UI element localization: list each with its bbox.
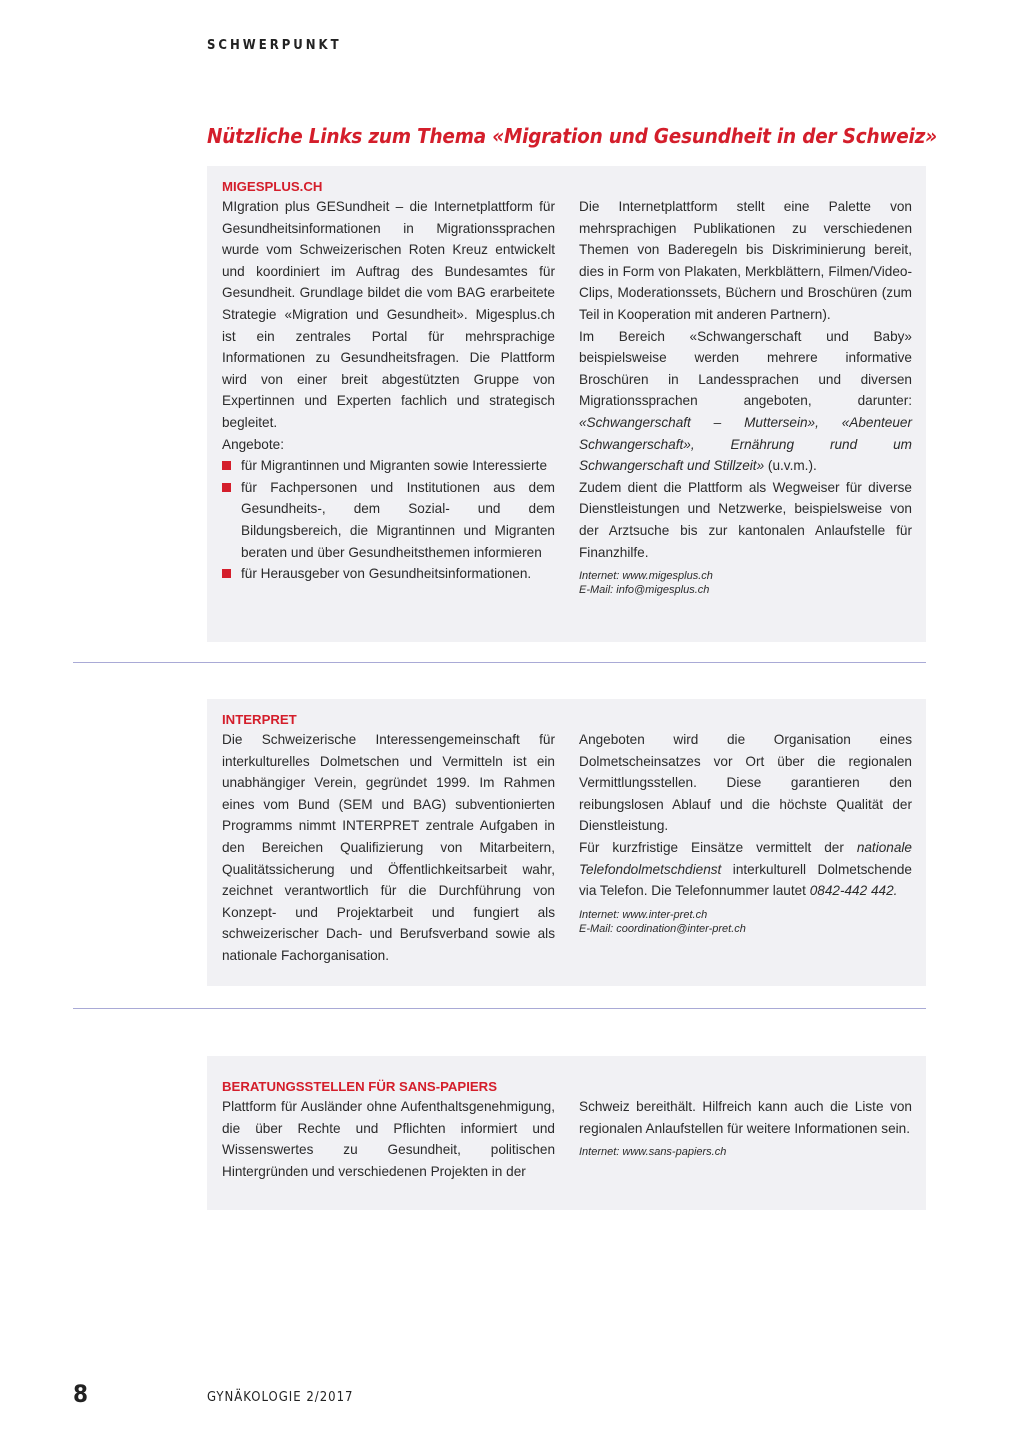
internet-link[interactable]: Internet: www.migesplus.ch [579, 570, 713, 583]
info-box-migesplus [207, 166, 926, 642]
list-item-text: für Migrantinnen und Migranten sowie Interessierte [241, 458, 548, 474]
text-run: Für kurzfristige Einsätze vermittelt der [579, 839, 857, 855]
paragraph: Angeboten wird die Organisation eines Dolmetscheinsatzes vor Ort über die regionalen Vermittlungsstellen. Diese garantieren den reibungslosen Ablauf und die höchste Qualität der Dienstleistung. [579, 732, 912, 834]
contact-block [579, 908, 912, 936]
left-column [222, 729, 555, 967]
journal-issue: GYNÄKOLOGIE 2/2017 [207, 1390, 354, 1405]
contact-block [579, 1145, 912, 1159]
internet-link[interactable]: Internet: www.sans-papiers.ch [579, 1146, 727, 1159]
bullet-square-icon [222, 483, 231, 492]
left-column [222, 1096, 555, 1182]
divider [73, 1008, 926, 1009]
bullet-square-icon [222, 569, 231, 578]
page-number: 8 [73, 1380, 89, 1408]
offers-list [222, 455, 555, 585]
internet-link[interactable]: Internet: www.inter-pret.ch [579, 908, 708, 921]
info-box-sans-papiers [207, 1056, 926, 1210]
paragraph: Zudem dient die Plattform als Wegweiser für diverse Dienstleistungen und Netzwerke, beispielsweise von der Arztsuche bis zur kantonalen Anlaufstelle für Finanzhilfe. [579, 479, 912, 560]
box-title: MIGESPLUS.CH [222, 179, 323, 194]
contact-block [579, 569, 912, 597]
box-title: BERATUNGSSTELLEN FÜR SANS-PAPIERS [222, 1079, 497, 1094]
paragraph: Schweiz bereithält. Hilfreich kann auch die Liste von regionalen Anlaufstellen für weitere Informationen sein. [579, 1099, 912, 1136]
text-run: (u.v.m.). [764, 458, 817, 474]
list-item [222, 477, 555, 563]
paragraph: Die Schweizerische Interessengemeinschaft für interkulturelles Dolmetschen und Vermitteln ist ein unabhängiger Verein, gegründet 1999. Im Rahmen eines vom Bund (SEM und BAG) subventionierten Programms nimmt INTERPRET zentrale Aufgaben in den Bereichen Qualifizierung von Mitarbeitern, Qualitätssicherung und Öffentlichkeitsarbeit wahr, zeichnet verantwortlich für die Durchführung von Konzept- und Projektarbeit und fungiert als schweizerischer Dach- und Berufsverband sowie als nationale Fachorganisation. [222, 732, 555, 963]
right-column [579, 729, 912, 936]
list-item [222, 455, 555, 477]
paragraph: Die Internetplattform stellt eine Palette von mehrsprachigen Publikationen zu verschiedenen Themen von Baderegeln bis Diskriminierung bereit, dies in Form von Plakaten, Merkblättern, Filmen/Video-Clips, Moderationssets, Büchern und Broschüren (zum Teil in Kooperation mit anderen Partnern). [579, 199, 912, 322]
list-item-text: für Herausgeber von Gesundheitsinformationen. [241, 566, 532, 582]
email-link[interactable]: E-Mail: info@migesplus.ch [579, 584, 710, 597]
info-box-interpret [207, 699, 926, 986]
text-run: interkulturell Dolmetschende via Telefon. Die Telefonnummer lautet [579, 861, 912, 899]
list-item [222, 563, 555, 585]
bullet-square-icon [222, 461, 231, 470]
right-column [579, 196, 912, 597]
email-link[interactable]: E-Mail: coordination@inter-pret.ch [579, 922, 746, 935]
publication-titles: «Schwangerschaft – Muttersein», «Abenteuer Schwangerschaft», Ernährung rund um Schwangerschaft und Stillzeit» [579, 414, 912, 474]
right-column [579, 1096, 912, 1159]
left-column [222, 196, 555, 585]
divider [73, 662, 926, 663]
text-run: Im Bereich «Schwangerschaft und Baby» beispielsweise werden mehrere informative Broschüren in Landessprachen und diversen Migrationssprachen angeboten, darunter: [579, 328, 912, 409]
phone-number: 0842-442 442. [809, 883, 898, 899]
paragraph [579, 837, 912, 902]
intro-paragraph: MIgration plus GESundheit – die Internetplattform für Gesundheitsinformationen in Migrationssprachen wurde vom Schweizerischen Roten Kreuz entwickelt und koordiniert im Auftrag des Bundesamtes für Gesundheit. Grundlage bildet die vom BAG erarbeitete Strategie «Migration und Gesundheit». Migesplus.ch ist ein zentrales Portal für mehrsprachige Informationen zu Gesundheitsfragen. Die Plattform wird von einer breit abgestützten Gruppe von Expertinnen und Experten fachlich und strategisch begleitet. [222, 199, 555, 430]
page-title: Nützliche Links zum Thema «Migration und Gesundheit in der Schweiz» [207, 124, 937, 148]
list-item-text: für Fachpersonen und Institutionen aus dem Gesundheits-, dem Sozial- und dem Bildungsbereich, die Migrantinnen und Migranten beraten und über Gesundheitsthemen informieren [241, 479, 555, 560]
paragraph: Plattform für Ausländer ohne Aufenthaltsgenehmigung, die über Rechte und Pflichten informiert und Wissenswertes zu Gesundheit, politischen Hintergründen und verschiedenen Projekten in der [222, 1099, 555, 1179]
box-title: INTERPRET [222, 712, 297, 727]
paragraph [579, 326, 912, 477]
service-name: nationale Telefondolmetschdienst [579, 839, 912, 877]
section-label: SCHWERPUNKT [207, 38, 342, 53]
offers-label: Angebote: [222, 436, 284, 452]
